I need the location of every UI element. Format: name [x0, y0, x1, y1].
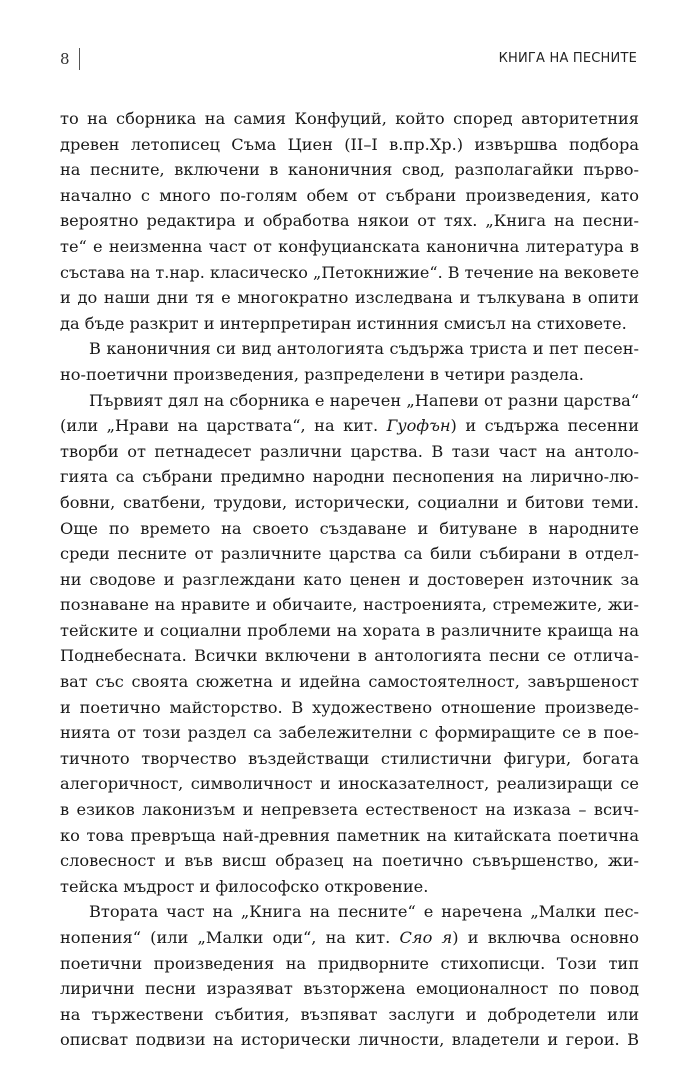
text-segment: ко това превръща най-древния паметник на китайската поетична [60, 825, 639, 845]
text-line [60, 157, 639, 183]
paragraph [60, 336, 639, 387]
text-line [60, 874, 639, 900]
italic-term: Сяо я [399, 928, 453, 947]
text-line [60, 669, 639, 695]
text-segment: словесност и във висш образец на поетично съвършенство, жи- [60, 851, 639, 871]
text-line [60, 362, 639, 388]
text-segment: Втората част на „Книга на песните“ е наречена „Малки пес- [89, 902, 639, 922]
text-segment: древен летописец Съма Циен (II–I в.пр.Хр.) извършва подбора [60, 134, 639, 154]
page-number: 8 [60, 50, 70, 68]
text-line [60, 285, 639, 311]
text-line [60, 183, 639, 209]
text-segment: но-поетични произведения, разпределени в четири раздела. [60, 364, 584, 384]
text-segment: творби от петнадесет различни царства. В тази част на антоло- [60, 441, 639, 461]
text-segment: описват подвизи на исторически личности, владетели и герои. В [60, 1030, 639, 1050]
body-text [60, 106, 639, 1053]
text-line [60, 490, 639, 516]
text-line [60, 388, 639, 414]
text-line [60, 976, 639, 1002]
text-line [60, 260, 639, 286]
text-line [60, 797, 639, 823]
text-line [60, 592, 639, 618]
text-segment: ) и включва основно [452, 928, 639, 947]
text-line [60, 311, 639, 337]
text-segment: ни сводове и разглеждани като ценен и достоверен източник за [60, 569, 639, 589]
text-line [60, 899, 639, 925]
text-line [60, 541, 639, 567]
text-segment: и до наши дни тя е многократно изследвана и тълкувана в опити [60, 288, 639, 308]
text-segment: нопения“ (или „Малки оди“, на кит. [60, 928, 400, 947]
text-segment: ) и съдържа песенни [450, 416, 639, 436]
text-segment: лирични песни изразяват възторжена емоционалност по повод [60, 979, 639, 999]
text-segment: на песните, включени в каноничния свод, разполагайки първо- [60, 160, 639, 180]
header-divider [79, 48, 80, 70]
text-line [60, 771, 639, 797]
text-line [60, 413, 639, 439]
text-line [60, 208, 639, 234]
text-segment: на тържествени събития, възпяват заслуги и добродетели или [60, 1004, 639, 1024]
text-line [60, 106, 639, 132]
text-line [60, 925, 639, 951]
running-title: КНИГА НА ПЕСНИТЕ [498, 51, 637, 66]
text-segment: те“ е неизменна част от конфуцианската канонична литература в [60, 236, 639, 256]
paragraph [60, 899, 639, 1053]
text-segment: в езиков лаконизъм и непревзета естественост на изказа – всич- [60, 800, 639, 820]
text-segment: Още по времето на своето създаване и битуване в народните [60, 518, 639, 538]
text-line [60, 516, 639, 542]
text-line [60, 132, 639, 158]
text-line [60, 1002, 639, 1028]
text-line [60, 695, 639, 721]
paragraph [60, 388, 639, 900]
text-line [60, 643, 639, 669]
text-segment: нията от този раздел са забележителни с формиращите се в пое- [60, 723, 639, 743]
text-segment: вероятно редактира и обработва някои от тях. „Книга на песни- [60, 211, 639, 231]
text-line [60, 1027, 639, 1053]
text-line [60, 234, 639, 260]
text-line [60, 567, 639, 593]
text-segment: и поетично майсторство. В художествено отношение произведе- [60, 697, 639, 717]
text-segment: да бъде разкрит и интерпретиран истинния смисъл на стиховете. [60, 313, 627, 333]
text-segment: тичното творчество въздействащи стилистични фигури, богата [60, 748, 639, 768]
text-line [60, 464, 639, 490]
text-line [60, 618, 639, 644]
text-segment: състава на т.нар. класическо „Петокнижие“. В течение на вековете [60, 262, 640, 282]
text-segment: В каноничния си вид антологията съдържа триста и пет песен- [89, 339, 639, 359]
text-segment: тейските и социални проблеми на хората в различните краища на [60, 620, 639, 640]
text-line [60, 823, 639, 849]
text-line [60, 336, 639, 362]
text-segment: поетични произведения на придворните стихописци. Този тип [60, 953, 639, 973]
text-line [60, 746, 639, 772]
text-line [60, 439, 639, 465]
text-segment: бовни, сватбени, трудови, исторически, социални и битови теми. [60, 492, 639, 512]
italic-term: Гуофън [386, 416, 451, 436]
text-line [60, 720, 639, 746]
text-segment: (или „Нрави на царствата“, на кит. [60, 416, 387, 436]
text-segment: начално с много по-голям обем от събрани произведения, като [60, 185, 639, 205]
text-segment: ват със своята сюжетна и идейна самостоятелност, завършеност [60, 672, 639, 692]
text-segment: Първият дял на сборника е наречен „Напеви от разни царства“ [89, 390, 639, 410]
text-segment: то на сборника на самия Конфуций, който според авторитетния [60, 109, 639, 128]
text-segment: гията са събрани предимно народни песнопения на лирично-лю- [60, 467, 639, 487]
text-line [60, 951, 639, 977]
text-segment: среди песните от различните царства са били събирани в отдел- [60, 544, 639, 564]
page-header [60, 46, 637, 72]
text-line [60, 848, 639, 874]
text-segment: Поднебесната. Всички включени в антологията песни се отлича- [60, 646, 639, 666]
paragraph [60, 106, 639, 336]
text-segment: тейска мъдрост и философско откровение. [60, 876, 429, 896]
text-segment: познаване на нравите и обичаите, настроенията, стремежите, жи- [60, 595, 639, 615]
text-segment: алегоричност, символичност и иносказателност, реализиращи се [60, 774, 639, 794]
